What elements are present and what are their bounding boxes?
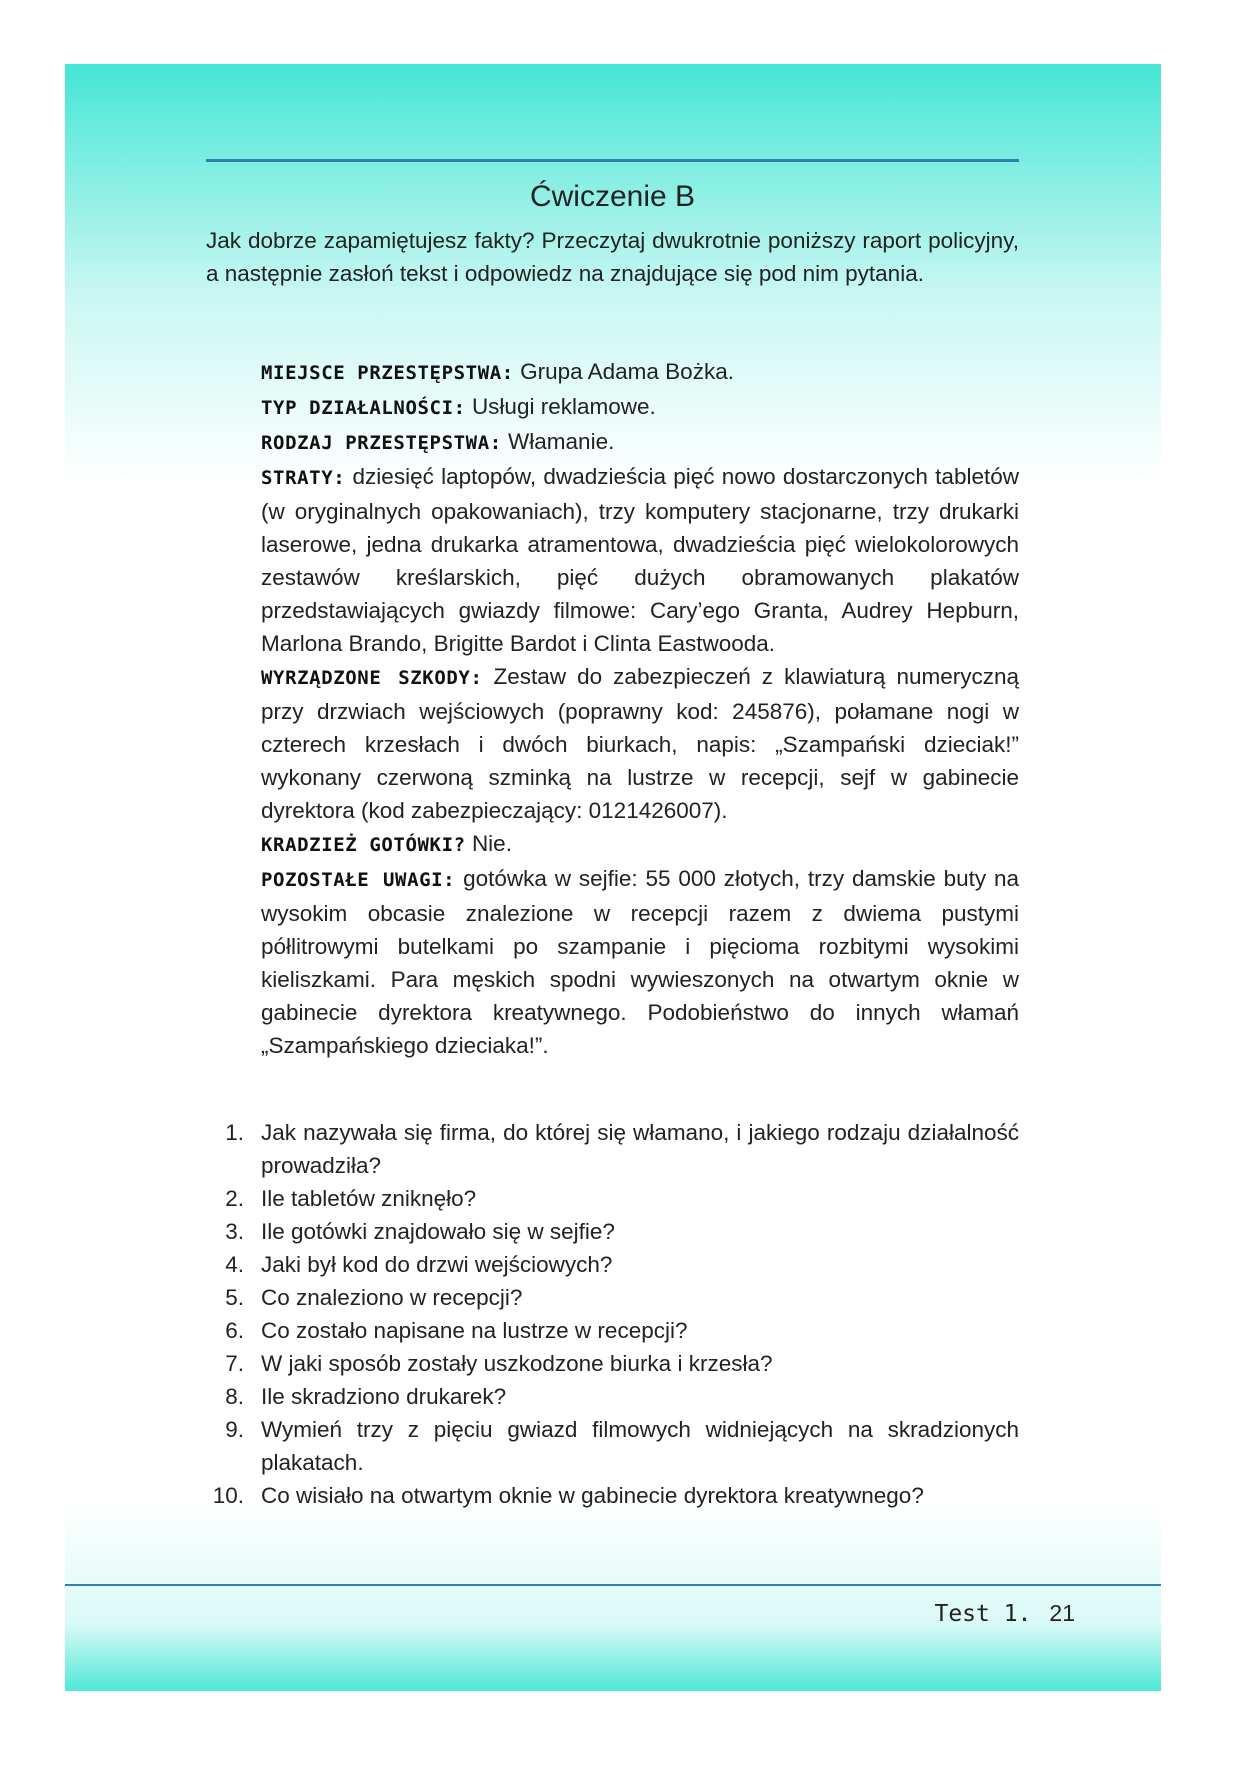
page-number: 21 [1049, 1600, 1075, 1626]
question-text: Jak nazywała się firma, do której się włamano, i jakiego rodzaju działalność prowadziła? [261, 1120, 1019, 1178]
exercise-instructions: Jak dobrze zapamiętujesz fakty? Przeczytaj dwukrotnie poniższy raport policyjny, a następnie zasłoń tekst i odpowiedz na znajdujące się pod nim pytania. [206, 228, 1019, 286]
question-text: Ile gotówki znajdowało się w sejfie? [261, 1219, 615, 1244]
report-text: Nie. [471, 831, 512, 856]
question-item [206, 1281, 1019, 1314]
report-text: dziesięć laptopów, dwadzieścia pięć nowo dostarczonych tabletów (w oryginalnych opakowaniach), trzy komputery stacjonarne, trzy drukarki laserowe, jedna drukarka atramentowa, dwadzieścia pięć wielokolorowych zestawów kreślarskich, pięć dużych obramowanych plakatów przedstawiających gwiazdy filmowe: Cary’ego Granta, Audrey Hepburn, Marlona Brando, Brigitte Bardot i Clinta Eastwooda. [261, 464, 1019, 656]
report-label: MIEJSCE PRZESTĘPSTWA: [261, 362, 514, 384]
question-list [206, 1116, 1019, 1512]
question-text: Ile tabletów zniknęło? [261, 1186, 477, 1211]
report-text: Usługi reklamowe. [471, 394, 656, 419]
question-text: Ile skradziono drukarek? [261, 1384, 507, 1409]
report-entry [261, 425, 1019, 460]
question-number: 5. [225, 1285, 244, 1310]
report-label: TYP DZIAŁALNOŚCI: [261, 397, 466, 419]
question-item [206, 1314, 1019, 1347]
question-number: 8. [225, 1384, 244, 1409]
question-text: Co wisiało na otwartym oknie w gabinecie dyrektora kreatywnego? [261, 1483, 924, 1508]
report-entry [261, 390, 1019, 425]
question-number: 7. [225, 1351, 244, 1376]
bottom-divider [65, 1584, 1161, 1586]
question-number: 6. [225, 1318, 244, 1343]
question-text: Co znaleziono w recepcji? [261, 1285, 523, 1310]
question-text: Wymień trzy z pięciu gwiazd filmowych widniejących na skradzionych plakatach. [261, 1417, 1019, 1475]
report-text: Zestaw do zabezpieczeń z klawiaturą numeryczną przy drzwiach wejściowych (poprawny kod: 245876), połamane nogi w czterech krzesłach i dwóch biurkach, napis: „Szampański dzieciak!” wykonany czerwoną szminką na lustrze w recepcji, sejf w gabinecie dyrektora (kod zabezpieczający: 0121426007). [261, 664, 1019, 823]
report-label: WYRZĄDZONE SZKODY: [261, 667, 483, 689]
report-entry [261, 460, 1019, 660]
question-text: Jaki był kod do drzwi wejściowych? [261, 1252, 613, 1277]
question-number: 2. [225, 1186, 244, 1211]
question-item [206, 1347, 1019, 1380]
report-label: POZOSTAŁE UWAGI: [261, 869, 456, 891]
footer-section: Test 1. [934, 1601, 1032, 1627]
question-item [206, 1248, 1019, 1281]
report-label: KRADZIEŻ GOTÓWKI? [261, 834, 466, 856]
question-text: W jaki sposób zostały uszkodzone biurka i krzesła? [261, 1351, 773, 1376]
question-item [206, 1116, 1019, 1182]
question-number: 9. [225, 1417, 244, 1442]
question-item [206, 1479, 1019, 1512]
question-number: 4. [225, 1252, 244, 1277]
question-number: 10. [212, 1483, 244, 1508]
report-text: Grupa Adama Bożka. [520, 359, 734, 384]
question-item [206, 1380, 1019, 1413]
report-entry [261, 862, 1019, 1062]
report-label: RODZAJ PRZESTĘPSTWA: [261, 432, 502, 454]
report-entry [261, 660, 1019, 827]
report-label: STRATY: [261, 467, 346, 489]
report-text: Włamanie. [508, 429, 615, 454]
page-footer [900, 1600, 1075, 1627]
question-item [206, 1413, 1019, 1479]
police-report [261, 355, 1019, 1062]
report-text: gotówka w sejfie: 55 000 złotych, trzy damskie buty na wysokim obcasie znalezione w recepcji razem z dwiema pustymi półlitrowymi butelkami po szampanie i pięcioma rozbitymi wysokimi kieliszkami. Para męskich spodni wywieszonych na otwartym oknie w gabinecie dyrektora kreatywnego. Podobieństwo do innych włamań „Szampańskiego dzieciaka!”. [261, 866, 1019, 1058]
question-number: 1. [225, 1120, 244, 1145]
question-text: Co zostało napisane na lustrze w recepcji? [261, 1318, 688, 1343]
report-entry [261, 355, 1019, 390]
question-item [206, 1215, 1019, 1248]
report-entry [261, 827, 1019, 862]
exercise-title: Ćwiczenie B [529, 180, 696, 213]
top-divider [206, 159, 1019, 162]
question-number: 3. [225, 1219, 244, 1244]
question-item [206, 1182, 1019, 1215]
